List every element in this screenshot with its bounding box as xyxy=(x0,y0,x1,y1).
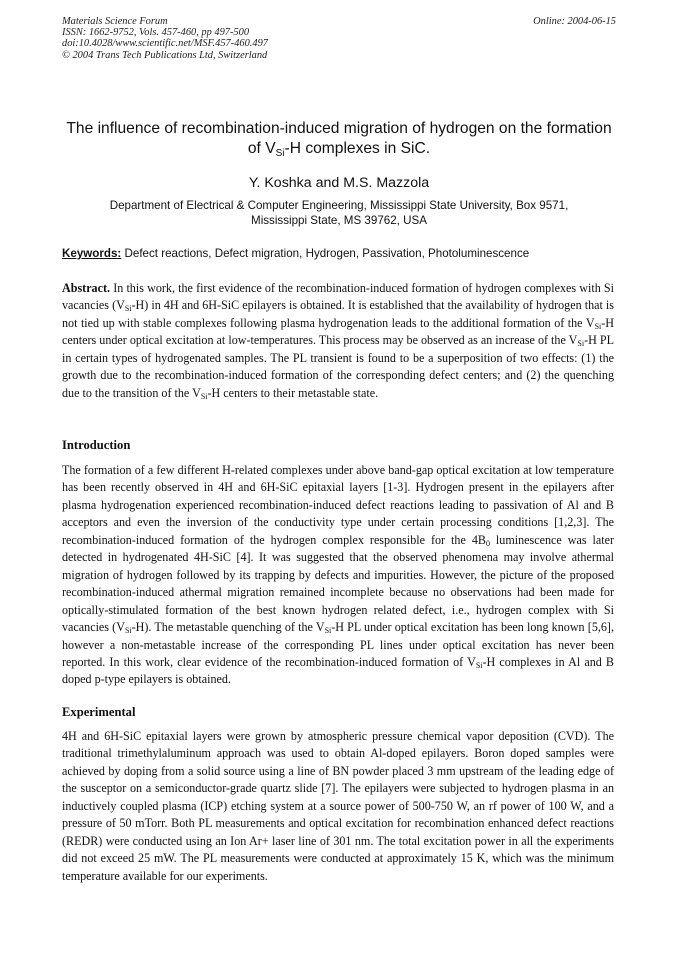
subscript: Si xyxy=(594,321,602,331)
subscript: Si xyxy=(324,626,332,636)
journal-name: Materials Science Forum xyxy=(62,16,168,27)
title-text-2: -H complexes in SiC. xyxy=(284,140,431,157)
subscript: Si xyxy=(124,626,132,636)
introduction-text: -H). The metastable quenching of the V xyxy=(131,620,325,635)
subscript: Si xyxy=(124,304,132,314)
publication-info xyxy=(62,16,268,61)
experimental-paragraph: 4H and 6H-SiC epitaxial layers were grown by atmospheric pressure chemical vapor deposition (CVD). The traditional trimethylaluminum approach was used to obtain Al-doped epilayers. Boron doped samples were achieved by doping from a solid source using a line of BN powder placed 3 mm upstream of the leading edge of the susceptor on a semiconductor-grade quartz slide [7]. The epilayers were subjected to hydrogen plasma in an inductively coupled plasma (ICP) etching system at a source power of 500-750 W, an rf power of 100 W, and a pressure of 50 mTorr. Both PL measurements and optical excitation for recombination enhanced defect reactions (REDR) were conducted using an Ion Ar+ laser line of 301 nm. The total excitation power in all the experiments did not exceed 25 mW. The PL measurements were conducted at approximately 15 K, which was the minimum temperature available for our experiments. xyxy=(62,729,614,883)
keywords-text: Defect reactions, Defect migration, Hydrogen, Passivation, Photoluminescence xyxy=(121,247,530,260)
subscript: Si xyxy=(577,339,585,349)
introduction-text: The formation of a few different H-related complexes under above band-gap optical excitation at low temperature has been recently observed in 4H and 6H-SiC epitaxial layers [1-3]. Hydrogen present in the epilayers after plasma hydrogenation experienced recombination-induced defect reactions leading to passivation of Al and B acceptors and even the inversion of the conductivity type under certain processing conditions [1,2,3]. The recombination-induced formation of the hydrogen complex responsible for the 4B xyxy=(62,463,614,547)
introduction-heading: Introduction xyxy=(62,438,131,452)
title-subscript: Si xyxy=(275,148,285,159)
abstract-paragraph xyxy=(62,280,614,402)
introduction-text: -H PL under optical excitation has been long known [5,6], however a non-metastable increase of the corresponding PL lines under optical excitation has never been reported. In this work, clear evidence of the recombination-induced formation of V xyxy=(62,620,614,669)
copyright-line: © 2004 Trans Tech Publications Ltd, Switzerland xyxy=(62,49,268,61)
abstract-text: -H centers under optical excitation at low-temperatures. This process may be observed as an increase of the V xyxy=(62,315,614,348)
experimental-heading: Experimental xyxy=(62,705,136,719)
paper-title xyxy=(60,119,618,159)
doi-line: doi:10.4028/www.scientific.net/MSF.457-460.497 xyxy=(62,38,268,50)
introduction-text: luminescence was later detected in hydrogenated 4H-SiC [4]. It was suggested that the observed phenomena may involve athermal migration of hydrogen followed by its trapping by defects and impurities. However, the picture of the proposed recombination-induced athermal migration remained incomplete because no observations had been made for optically-stimulated formation of the best known hydrogen related defect, i.e., hydrogen complex with Si vacancies (V xyxy=(62,532,614,635)
subscript: Si xyxy=(475,660,483,670)
keywords-label: Keywords: xyxy=(62,247,122,260)
title-text-1: The influence of recombination-induced migration of hydrogen on the formation of V xyxy=(66,120,612,157)
introduction-text: -H complexes in Al and B doped p-type epilayers is obtained. xyxy=(62,654,614,687)
subscript: Si xyxy=(200,391,208,401)
affiliation xyxy=(70,199,608,228)
abstract-text: -H) in 4H and 6H-SiC epilayers is obtained. It is established that the availability of hydrogen that is not tied up with stable complexes following plasma hydrogenation leads to the additional formation of the V xyxy=(62,298,614,330)
keywords xyxy=(62,247,529,260)
abstract-text: -H PL in certain types of hydrogenated samples. The PL transient is found to be a superposition of two effects: (1) the growth due to the recombination-induced formation of the corresponding defect centers; and (2) the quenching due to the transition of the V xyxy=(62,333,614,400)
abstract-text: In this work, the first evidence of the recombination-induced formation of hydrogen complexes with Si vacancies (V xyxy=(62,281,614,313)
issn-line: ISSN: 1662-9752, Vols. 457-460, pp 497-500 xyxy=(62,27,250,39)
authors: Y. Koshka and M.S. Mazzola xyxy=(248,175,430,191)
affiliation-line-1: Department of Electrical & Computer Engineering, Mississippi State University, Box 9571, xyxy=(109,199,569,212)
subscript: 0 xyxy=(485,538,490,548)
online-date: Online: 2004-06-15 xyxy=(533,16,616,27)
abstract-label: Abstract. xyxy=(62,281,111,295)
introduction-paragraph xyxy=(62,462,614,689)
abstract-text: -H centers to their metastable state. xyxy=(207,385,379,400)
affiliation-line-2: Mississippi State, MS 39762, USA xyxy=(251,213,427,227)
